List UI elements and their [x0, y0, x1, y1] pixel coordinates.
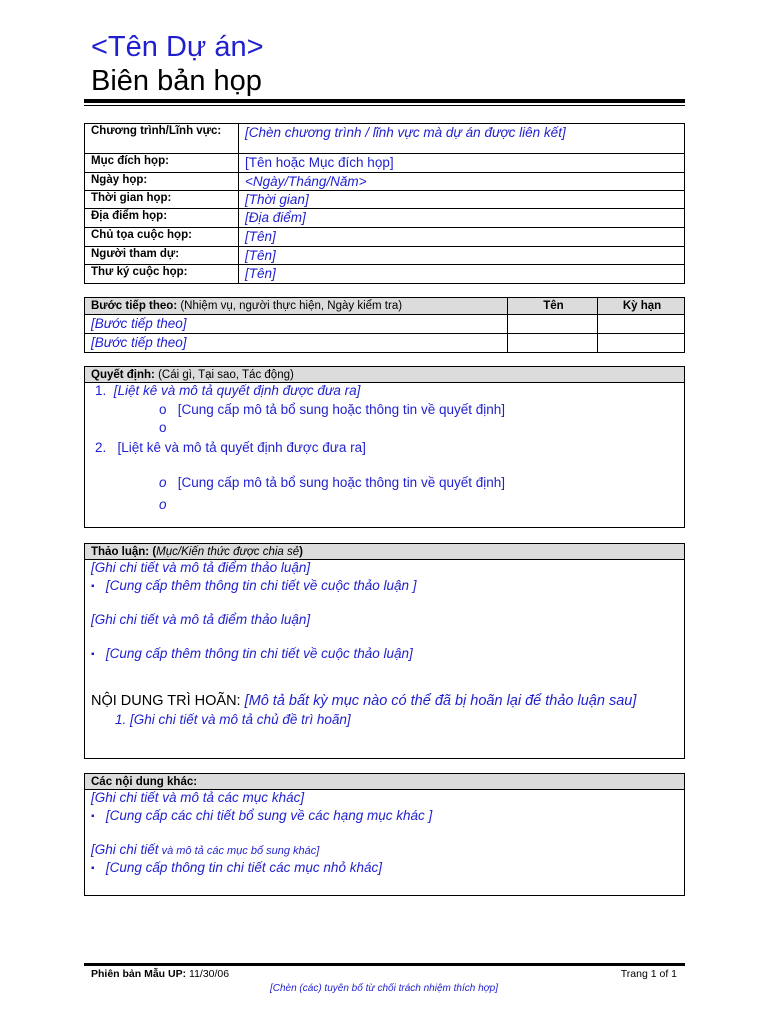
- decisions-header: [85, 367, 684, 383]
- square-bullet-icon: ▪: [91, 863, 95, 874]
- decision-detail[interactable]: [159, 475, 505, 491]
- other-item[interactable]: [91, 842, 319, 859]
- decision-detail[interactable]: [159, 402, 505, 418]
- discussion-detail-text: [Cung cấp thêm thông tin chi tiết về cuộc thảo luận]: [105, 646, 413, 661]
- sub-bullet-icon: o: [159, 402, 167, 417]
- discussion-point[interactable]: [Ghi chi tiết và mô tả điểm thảo luận]: [91, 560, 311, 575]
- meeting-info-table: [84, 123, 685, 284]
- info-label: Thời gian họp:: [85, 191, 239, 209]
- next-step-deadline-cell[interactable]: [598, 334, 685, 353]
- info-value[interactable]: [Chèn chương trình / lĩnh vực mà dự án được liên kết]: [239, 124, 685, 154]
- discussion-detail[interactable]: [91, 646, 413, 664]
- next-step-name-cell[interactable]: [508, 334, 598, 353]
- info-value[interactable]: [Tên]: [239, 228, 685, 247]
- info-row-purpose: [85, 154, 685, 173]
- next-step-cell[interactable]: [Bước tiếp theo]: [85, 334, 508, 353]
- info-value[interactable]: [Tên hoặc Mục đích họp]: [239, 154, 685, 173]
- decisions-header-label: Quyết định:: [91, 369, 155, 381]
- other-item-text-small: và mô tả các mục bổ sung khác]: [158, 845, 320, 857]
- project-name-title: <Tên Dự án>: [91, 31, 264, 63]
- next-step-name-cell[interactable]: [508, 315, 598, 334]
- info-row-program: [85, 124, 685, 154]
- column-header-deadline: Kỳ hạn: [598, 298, 685, 315]
- info-label: Chủ tọa cuộc họp:: [85, 228, 239, 247]
- deferred-text: [Mô tả bất kỳ mục nào có thể đã bị hoãn lại để thảo luận sau]: [240, 693, 637, 709]
- footer-disclaimer: [Chèn (các) tuyên bố từ chối trách nhiệm thích hợp]: [269, 983, 499, 994]
- other-item-detail[interactable]: [91, 860, 382, 878]
- footer-page-number: Trang 1 of 1: [620, 968, 677, 980]
- other-item-detail-text: [Cung cấp các chi tiết bổ sung về các hạng mục khác ]: [105, 808, 433, 823]
- next-steps-header-row: [85, 298, 685, 315]
- info-value[interactable]: [Địa điểm]: [239, 209, 685, 228]
- next-steps-header-note: (Nhiệm vụ, người thực hiện, Ngày kiểm tra): [177, 300, 403, 312]
- next-steps-header: [85, 298, 508, 315]
- other-items-header: [85, 774, 684, 790]
- discussion-header-paren: ): [299, 546, 303, 558]
- discussion-detail[interactable]: [91, 578, 417, 596]
- info-label: Người tham dự:: [85, 247, 239, 265]
- info-value[interactable]: [Thời gian]: [239, 191, 685, 209]
- decision-text: [Liệt kê và mô tả quyết định được đưa ra]: [113, 383, 361, 398]
- info-row-chair: [85, 228, 685, 247]
- document-title: Biên bản họp: [91, 65, 262, 97]
- next-step-cell[interactable]: [Bước tiếp theo]: [85, 315, 508, 334]
- other-item-detail[interactable]: [91, 808, 432, 826]
- next-step-row: [85, 315, 685, 334]
- other-item-detail-text: [Cung cấp thông tin chi tiết các mục nhỏ khác]: [105, 860, 382, 875]
- other-item-text: [Ghi chi tiết: [91, 842, 159, 857]
- decision-number: 2.: [95, 440, 107, 455]
- title-divider-thin: [84, 105, 685, 106]
- footer-version-value: 11/30/06: [186, 968, 230, 980]
- sub-bullet-icon: o: [159, 475, 167, 490]
- info-row-location: [85, 209, 685, 228]
- footer-version-label: Phiên bản Mẫu UP:: [91, 968, 187, 980]
- decision-number: 1.: [95, 383, 107, 398]
- sub-bullet-icon: o: [159, 420, 167, 435]
- discussion-header-label: Thảo luận:: [91, 546, 150, 558]
- discussion-header-note: Mục/Kiến thức được chia sẻ: [156, 546, 300, 558]
- info-label: Mục đích họp:: [85, 154, 239, 173]
- info-row-secretary: [85, 265, 685, 284]
- info-label: Thư ký cuộc họp:: [85, 265, 239, 284]
- discussion-point[interactable]: [Ghi chi tiết và mô tả điểm thảo luận]: [91, 612, 311, 627]
- deferred-item[interactable]: 1. [Ghi chi tiết và mô tả chủ đề trì hoãn]: [115, 712, 351, 727]
- sub-bullet-icon: o: [159, 497, 167, 512]
- deferred-label: NỘI DUNG TRÌ HOÃN:: [91, 693, 241, 709]
- square-bullet-icon: ▪: [91, 811, 95, 822]
- info-label: Chương trình/Lĩnh vực:: [85, 124, 239, 154]
- info-value[interactable]: [Tên]: [239, 247, 685, 265]
- info-label: Địa điểm họp:: [85, 209, 239, 228]
- deferred-items[interactable]: [91, 693, 636, 709]
- other-items-section: [84, 773, 685, 896]
- info-value[interactable]: <Ngày/Tháng/Năm>: [239, 173, 685, 191]
- info-value[interactable]: [Tên]: [239, 265, 685, 284]
- other-item[interactable]: [Ghi chi tiết và mô tả các mục khác]: [91, 790, 305, 805]
- discussion-detail-text: [Cung cấp thêm thông tin chi tiết về cuộc thảo luận ]: [105, 578, 417, 593]
- column-header-name: Tên: [508, 298, 598, 315]
- decision-detail-text: [Cung cấp mô tả bổ sung hoặc thông tin về quyết định]: [177, 402, 506, 417]
- title-divider-thick: [84, 99, 685, 103]
- decision-item[interactable]: [95, 440, 366, 456]
- next-step-deadline-cell[interactable]: [598, 315, 685, 334]
- next-step-row: [85, 334, 685, 353]
- discussion-header: [85, 544, 684, 560]
- next-steps-header-label: Bước tiếp theo:: [91, 300, 178, 312]
- next-steps-table: [84, 297, 685, 353]
- decision-text: [Liệt kê và mô tả quyết định được đưa ra]: [117, 440, 366, 455]
- other-items-header-label: Các nội dung khác:: [91, 776, 198, 788]
- info-label: Ngày họp:: [85, 173, 239, 191]
- decision-item[interactable]: [95, 383, 360, 399]
- footer-divider: [84, 963, 685, 966]
- info-row-time: [85, 191, 685, 209]
- square-bullet-icon: ▪: [91, 649, 95, 660]
- decision-detail-text: [Cung cấp mô tả bổ sung hoặc thông tin về quyết định]: [177, 475, 506, 490]
- discussion-section: [84, 543, 685, 759]
- info-row-date: [85, 173, 685, 191]
- discussion-header-paren: (: [149, 546, 157, 558]
- decisions-header-note: (Cái gì, Tại sao, Tác động): [154, 369, 294, 381]
- decisions-section: [84, 366, 685, 528]
- square-bullet-icon: ▪: [91, 581, 95, 592]
- footer-version: [91, 968, 229, 981]
- info-row-attendees: [85, 247, 685, 265]
